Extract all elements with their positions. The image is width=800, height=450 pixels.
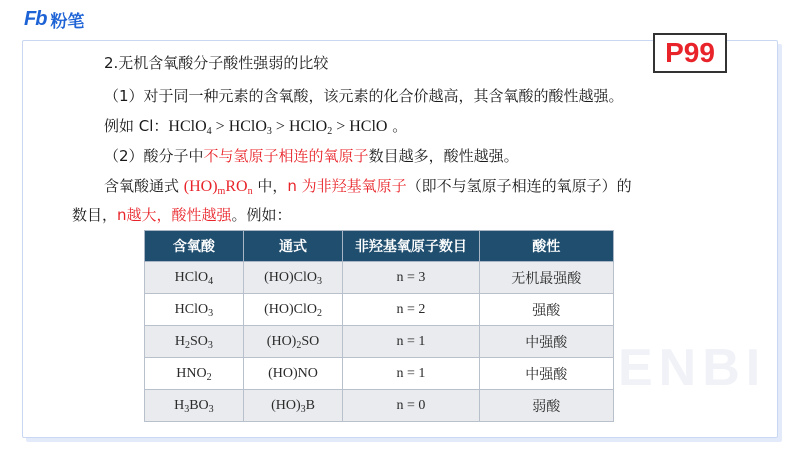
formula-part: (HO) (271, 397, 301, 413)
cell-acid (145, 390, 244, 422)
formula-subscript: 2 (316, 307, 322, 319)
general-formula: (HO) (183, 178, 218, 195)
example-prefix: 例如 Cl： (104, 117, 169, 135)
cell-nonhydroxyl-count: n = 1 (343, 358, 479, 390)
formula-text: 数目， (72, 206, 118, 224)
formula-subscript: m (217, 186, 226, 197)
cell-general-formula (243, 294, 342, 326)
cell-general-formula (243, 326, 342, 358)
formula-part: (HO)ClO (264, 269, 317, 285)
watermark: ENBI (618, 339, 767, 397)
formula-part: HClO (174, 269, 209, 285)
formula-part: H (174, 333, 185, 349)
formula-part: H (174, 397, 185, 413)
rule-2-highlight: 不与氢原子相连的氧原子 (203, 147, 369, 165)
formula-subscript: n (247, 186, 253, 197)
brand-mark: Fb (24, 7, 47, 30)
brand-name: 粉笔 (50, 11, 85, 32)
cell-acidity: 强酸 (479, 294, 613, 326)
acid-table (144, 230, 614, 422)
formula-subscript: 3 (208, 307, 214, 319)
header-general-formula: 通式 (243, 231, 342, 262)
cell-acidity: 弱酸 (479, 390, 613, 422)
cell-acid (145, 294, 244, 326)
table-row (145, 326, 614, 358)
formula-subscript: 2 (185, 339, 190, 351)
formula-part: BO (189, 397, 209, 413)
example-formula: HClO (228, 118, 267, 135)
table-row (145, 294, 614, 326)
general-formula: RO (225, 178, 248, 195)
formula-part: SO (190, 333, 208, 349)
cell-acid (145, 326, 244, 358)
example-subscript: 4 (206, 126, 212, 137)
formula-highlight: n越大，酸性越强 (117, 206, 232, 224)
page-badge: P99 (653, 33, 727, 73)
section-heading: 2.无机含氧酸分子酸性强弱的比较 (104, 54, 329, 72)
example-subscript: 2 (327, 126, 333, 137)
cell-nonhydroxyl-count: n = 1 (343, 326, 479, 358)
formula-subscript: 3 (208, 403, 214, 415)
cell-general-formula (243, 390, 342, 422)
cell-nonhydroxyl-count: n = 3 (343, 262, 479, 294)
cell-acid (145, 262, 244, 294)
formula-subscript: 2 (206, 371, 212, 383)
rule-2-text: 数目越多，酸性越强。 (368, 147, 519, 165)
rule-2 (104, 146, 519, 166)
cell-general-formula (243, 262, 342, 294)
header-acid: 含氧酸 (145, 231, 244, 262)
formula-part: HNO (176, 365, 207, 381)
greater-than: > (271, 118, 289, 135)
rule-1: （1）对于同一种元素的含氧酸，该元素的化合价越高，其含氧酸的酸性越强。 (104, 87, 624, 105)
greater-than: > (332, 118, 350, 135)
example-formula: HClO (168, 118, 207, 135)
rule-2-text: （2）酸分子中 (104, 147, 204, 165)
example-period: 。 (387, 117, 408, 135)
header-acidity: 酸性 (479, 231, 613, 262)
cell-general-formula (243, 358, 342, 390)
example-subscript: 3 (266, 126, 272, 137)
formula-line (104, 176, 632, 197)
formula-line-2 (72, 205, 292, 225)
cell-acid (145, 358, 244, 390)
formula-subscript: 2 (296, 339, 302, 351)
formula-text: 中， (252, 177, 288, 195)
formula-part: (HO) (266, 333, 297, 349)
cell-nonhydroxyl-count: n = 0 (343, 390, 479, 422)
formula-part: (HO)NO (268, 365, 318, 381)
table-row (145, 390, 614, 422)
formula-subscript: 3 (300, 403, 306, 415)
formula-subscript: 3 (184, 403, 190, 415)
example-formula: HClO (288, 118, 328, 135)
greater-than: > (211, 118, 229, 135)
cell-acidity: 中强酸 (479, 326, 613, 358)
formula-part: (HO)ClO (264, 301, 317, 317)
formula-subscript: 3 (316, 275, 322, 287)
formula-part: B (305, 397, 315, 413)
formula-part: SO (301, 333, 320, 349)
cell-acidity: 无机最强酸 (479, 262, 613, 294)
formula-text: （即不与氢原子相连的氧原子）的 (406, 177, 632, 195)
cell-nonhydroxyl-count: n = 2 (343, 294, 479, 326)
table-header-row (145, 231, 614, 262)
table-row (145, 262, 614, 294)
table-row (145, 358, 614, 390)
formula-subscript: 3 (207, 339, 213, 351)
header-nonhydroxyl-count: 非羟基氧原子数目 (343, 231, 479, 262)
formula-part: HClO (174, 301, 209, 317)
example-line (104, 116, 407, 137)
formula-subscript: 4 (208, 275, 214, 287)
formula-text: 含氧酸通式 (104, 177, 184, 195)
example-formula: HClO (349, 118, 388, 135)
formula-text: 。例如： (231, 206, 292, 224)
cell-acidity: 中强酸 (479, 358, 613, 390)
brand-logo (24, 8, 84, 30)
formula-highlight: n 为非羟基氧原子 (287, 177, 407, 195)
